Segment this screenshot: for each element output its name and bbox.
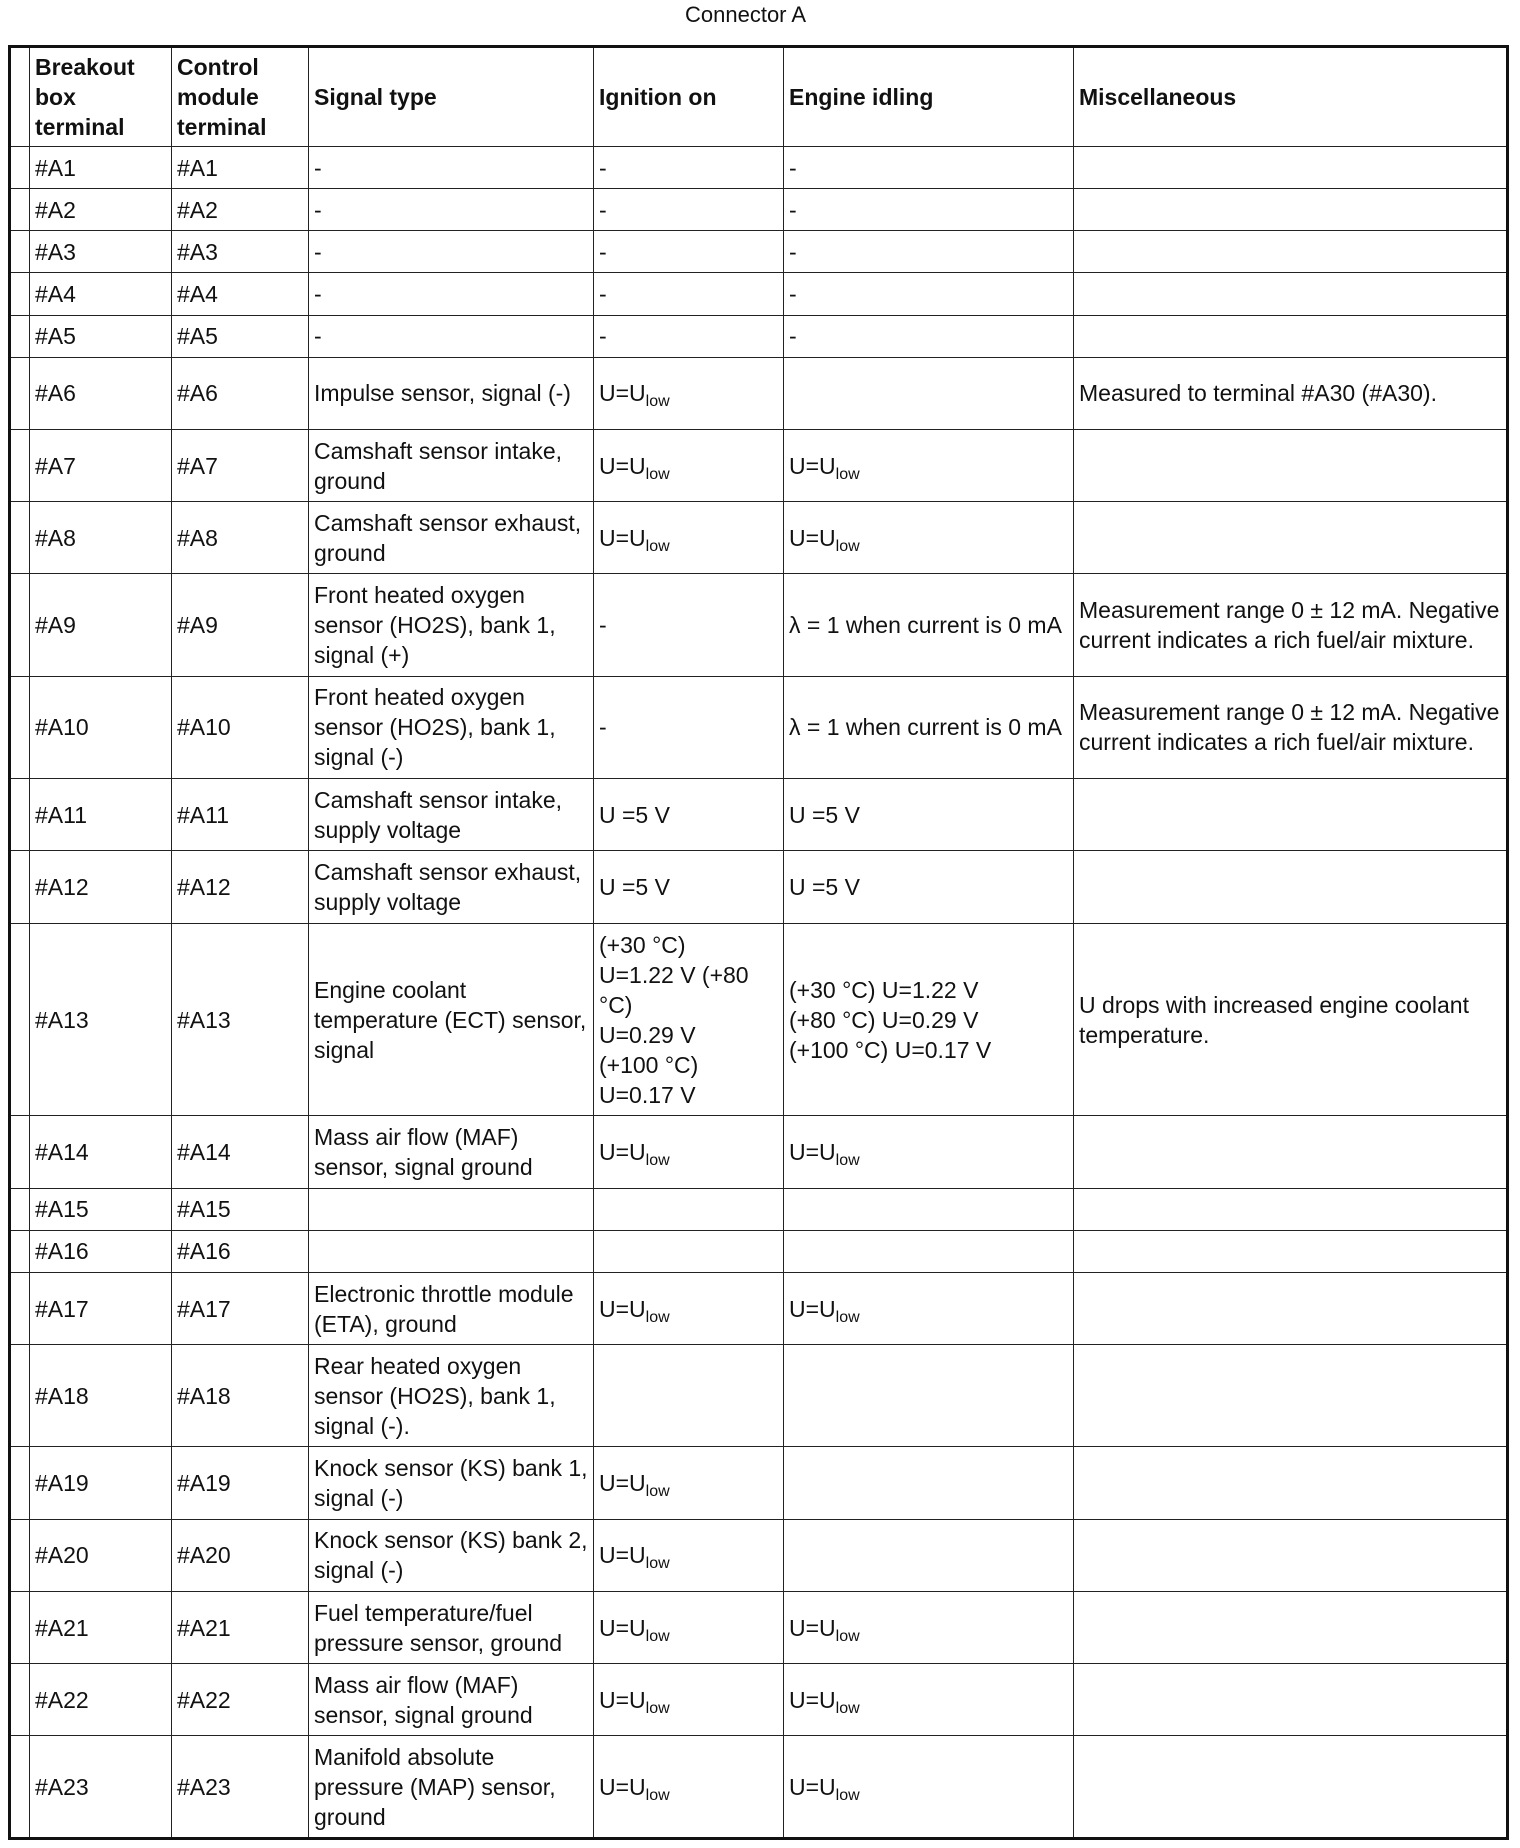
control-terminal-cell: #A23 [172,1736,309,1839]
control-terminal-cell: #A2 [172,189,309,231]
ignition-on-cell: $U=U_{low}$ [594,502,784,574]
miscellaneous-cell [1074,1519,1508,1591]
ignition-on-cell: - [594,315,784,357]
control-terminal-cell: #A22 [172,1664,309,1736]
signal-type-cell: Manifold absolute pressure (MAP) sensor, ground [309,1736,594,1839]
ignition-on-cell: - [594,574,784,676]
engine-idling-cell: (+30 °C) U=1.22 V (+80 °C) U=0.29 V (+100 °C) U=0.17 V [784,923,1074,1116]
signal-type-cell: Impulse sensor, signal (-) [309,357,594,429]
row-gutter [10,851,30,923]
signal-type-cell [309,1230,594,1272]
signal-type-cell: - [309,189,594,231]
miscellaneous-cell [1074,1272,1508,1344]
row-gutter [10,574,30,676]
engine-idling-cell: $U=U_{low}$ [784,1116,1074,1188]
row-gutter [10,231,30,273]
header-signal-type: Signal type [309,47,594,147]
table-row [10,923,1508,1116]
engine-idling-cell [784,1519,1074,1591]
signal-type-cell [309,1188,594,1230]
ignition-on-cell: $U=U_{low}$ [594,1116,784,1188]
table-row [10,1345,1508,1447]
control-terminal-cell: #A1 [172,147,309,189]
table-row [10,315,1508,357]
caption-text: Connector A [685,2,807,27]
signal-type-cell: Camshaft sensor exhaust, supply voltage [309,851,594,923]
header-breakout-box-terminal: Breakout box terminal [30,47,172,147]
row-gutter [10,676,30,778]
connector-table [8,45,1509,1840]
miscellaneous-cell [1074,1345,1508,1447]
ignition-on-cell: - [594,189,784,231]
engine-idling-cell: $U=U_{low}$ [784,502,1074,574]
control-terminal-cell: #A20 [172,1519,309,1591]
engine-idling-cell: - [784,273,1074,315]
control-terminal-cell: #A16 [172,1230,309,1272]
ignition-on-cell: U =5 V [594,779,784,851]
breakout-terminal-cell: #A14 [30,1116,172,1188]
engine-idling-cell [784,357,1074,429]
signal-type-cell: Knock sensor (KS) bank 2, signal (-) [309,1519,594,1591]
signal-type-cell: Knock sensor (KS) bank 1, signal (-) [309,1447,594,1519]
signal-type-cell: Rear heated oxygen sensor (HO2S), bank 1, signal (-). [309,1345,594,1447]
breakout-terminal-cell: #A9 [30,574,172,676]
engine-idling-cell [784,1230,1074,1272]
control-terminal-cell: #A7 [172,429,309,501]
breakout-terminal-cell: #A6 [30,357,172,429]
breakout-terminal-cell: #A23 [30,1736,172,1839]
control-terminal-cell: #A9 [172,574,309,676]
miscellaneous-cell [1074,147,1508,189]
control-terminal-cell: #A18 [172,1345,309,1447]
breakout-terminal-cell: #A13 [30,923,172,1116]
table-row [10,676,1508,778]
ignition-on-cell: - [594,231,784,273]
miscellaneous-cell: U drops with increased engine coolant temperature. [1074,923,1508,1116]
signal-type-cell: Camshaft sensor exhaust, ground [309,502,594,574]
ignition-on-cell: $U=U_{low}$ [594,1272,784,1344]
table-row [10,1230,1508,1272]
ignition-on-cell [594,1345,784,1447]
engine-idling-cell: - [784,231,1074,273]
miscellaneous-cell [1074,1116,1508,1188]
breakout-terminal-cell: #A16 [30,1230,172,1272]
row-gutter [10,1230,30,1272]
header-miscellaneous: Miscellaneous [1074,47,1508,147]
row-gutter [10,779,30,851]
row-gutter [10,1664,30,1736]
miscellaneous-cell: Measured to terminal #A30 (#A30). [1074,357,1508,429]
ignition-on-cell: - [594,147,784,189]
control-terminal-cell: #A10 [172,676,309,778]
row-gutter [10,273,30,315]
table-row [10,779,1508,851]
engine-idling-cell: U =5 V [784,851,1074,923]
miscellaneous-cell: Measurement range 0 ± 12 mA. Negative current indicates a rich fuel/air mixture. [1074,676,1508,778]
breakout-terminal-cell: #A3 [30,231,172,273]
signal-type-cell: - [309,315,594,357]
miscellaneous-cell [1074,273,1508,315]
engine-idling-cell: - [784,147,1074,189]
table-row [10,1519,1508,1591]
ignition-on-cell: (+30 °C) U=1.22 V (+80 °C) U=0.29 V (+100 °C) U=0.17 V [594,923,784,1116]
table-row [10,147,1508,189]
engine-idling-cell [784,1447,1074,1519]
table-row [10,1664,1508,1736]
breakout-terminal-cell: #A4 [30,273,172,315]
breakout-terminal-cell: #A10 [30,676,172,778]
row-gutter [10,1736,30,1839]
engine-idling-cell [784,1345,1074,1447]
miscellaneous-cell [1074,779,1508,851]
header-control-module-terminal: Control module terminal [172,47,309,147]
table-row [10,1188,1508,1230]
control-terminal-cell: #A12 [172,851,309,923]
ignition-on-cell [594,1230,784,1272]
row-gutter [10,1272,30,1344]
miscellaneous-cell [1074,1736,1508,1839]
row-gutter [10,315,30,357]
breakout-terminal-cell: #A21 [30,1591,172,1663]
signal-type-cell: Fuel temperature/fuel pressure sensor, ground [309,1591,594,1663]
row-gutter [10,1188,30,1230]
header-row [10,47,1508,147]
engine-idling-cell: $U=U_{low}$ [784,1736,1074,1839]
ignition-on-cell [594,1188,784,1230]
ignition-on-cell: $U=U_{low}$ [594,1736,784,1839]
row-gutter [10,189,30,231]
miscellaneous-cell: Measurement range 0 ± 12 mA. Negative current indicates a rich fuel/air mixture. [1074,574,1508,676]
row-gutter [10,429,30,501]
control-terminal-cell: #A8 [172,502,309,574]
miscellaneous-cell [1074,189,1508,231]
engine-idling-cell: - [784,315,1074,357]
breakout-terminal-cell: #A22 [30,1664,172,1736]
ignition-on-cell: - [594,676,784,778]
row-gutter [10,47,30,147]
signal-type-cell: Camshaft sensor intake, supply voltage [309,779,594,851]
control-terminal-cell: #A14 [172,1116,309,1188]
row-gutter [10,1345,30,1447]
ignition-on-cell: $U=U_{low}$ [594,1519,784,1591]
breakout-terminal-cell: #A19 [30,1447,172,1519]
breakout-terminal-cell: #A15 [30,1188,172,1230]
ignition-on-cell: U =5 V [594,851,784,923]
miscellaneous-cell [1074,1664,1508,1736]
control-terminal-cell: #A13 [172,923,309,1116]
control-terminal-cell: #A19 [172,1447,309,1519]
signal-type-cell: Front heated oxygen sensor (HO2S), bank 1, signal (-) [309,676,594,778]
row-gutter [10,1591,30,1663]
breakout-terminal-cell: #A7 [30,429,172,501]
row-gutter [10,1519,30,1591]
table-row [10,429,1508,501]
breakout-terminal-cell: #A8 [30,502,172,574]
table-row [10,357,1508,429]
miscellaneous-cell [1074,502,1508,574]
control-terminal-cell: #A11 [172,779,309,851]
row-gutter [10,147,30,189]
table-row [10,502,1508,574]
ignition-on-cell: $U=U_{low}$ [594,1591,784,1663]
ignition-on-cell: $U=U_{low}$ [594,1447,784,1519]
row-gutter [10,923,30,1116]
table-row [10,1591,1508,1663]
engine-idling-cell: - [784,189,1074,231]
table-caption [0,0,1520,40]
signal-type-cell: Camshaft sensor intake, ground [309,429,594,501]
row-gutter [10,1447,30,1519]
control-terminal-cell: #A4 [172,273,309,315]
table-row [10,231,1508,273]
miscellaneous-cell [1074,1188,1508,1230]
engine-idling-cell: $U=U_{low}$ [784,1591,1074,1663]
control-terminal-cell: #A5 [172,315,309,357]
engine-idling-cell: $U=U_{low}$ [784,1664,1074,1736]
table-row [10,1736,1508,1839]
control-terminal-cell: #A17 [172,1272,309,1344]
table-row [10,1116,1508,1188]
signal-type-cell: Engine coolant temperature (ECT) sensor, signal [309,923,594,1116]
ignition-on-cell: $U=U_{low}$ [594,357,784,429]
table-row [10,1447,1508,1519]
signal-type-cell: - [309,273,594,315]
signal-type-cell: Front heated oxygen sensor (HO2S), bank 1, signal (+) [309,574,594,676]
signal-type-cell: Mass air flow (MAF) sensor, signal ground [309,1664,594,1736]
ignition-on-cell: $U=U_{low}$ [594,1664,784,1736]
ignition-on-cell: - [594,273,784,315]
breakout-terminal-cell: #A1 [30,147,172,189]
control-terminal-cell: #A21 [172,1591,309,1663]
miscellaneous-cell [1074,231,1508,273]
breakout-terminal-cell: #A18 [30,1345,172,1447]
engine-idling-cell: $U=U_{low}$ [784,429,1074,501]
table-row [10,1272,1508,1344]
table-row [10,189,1508,231]
control-terminal-cell: #A6 [172,357,309,429]
control-terminal-cell: #A3 [172,231,309,273]
signal-type-cell: Electronic throttle module (ETA), ground [309,1272,594,1344]
miscellaneous-cell [1074,1447,1508,1519]
miscellaneous-cell [1074,315,1508,357]
miscellaneous-cell [1074,1230,1508,1272]
miscellaneous-cell [1074,851,1508,923]
breakout-terminal-cell: #A17 [30,1272,172,1344]
table-row [10,574,1508,676]
header-ignition-on: Ignition on [594,47,784,147]
signal-type-cell: - [309,147,594,189]
engine-idling-cell: λ = 1 when current is 0 mA [784,574,1074,676]
row-gutter [10,502,30,574]
engine-idling-cell: $U=U_{low}$ [784,1272,1074,1344]
control-terminal-cell: #A15 [172,1188,309,1230]
signal-type-cell: - [309,231,594,273]
engine-idling-cell: U =5 V [784,779,1074,851]
engine-idling-cell: λ = 1 when current is 0 mA [784,676,1074,778]
breakout-terminal-cell: #A12 [30,851,172,923]
signal-type-cell: Mass air flow (MAF) sensor, signal ground [309,1116,594,1188]
engine-idling-cell [784,1188,1074,1230]
header-engine-idling: Engine idling [784,47,1074,147]
table-row [10,273,1508,315]
breakout-terminal-cell: #A5 [30,315,172,357]
row-gutter [10,1116,30,1188]
breakout-terminal-cell: #A11 [30,779,172,851]
table-row [10,851,1508,923]
row-gutter [10,357,30,429]
ignition-on-cell: $U=U_{low}$ [594,429,784,501]
miscellaneous-cell [1074,1591,1508,1663]
breakout-terminal-cell: #A2 [30,189,172,231]
miscellaneous-cell [1074,429,1508,501]
breakout-terminal-cell: #A20 [30,1519,172,1591]
